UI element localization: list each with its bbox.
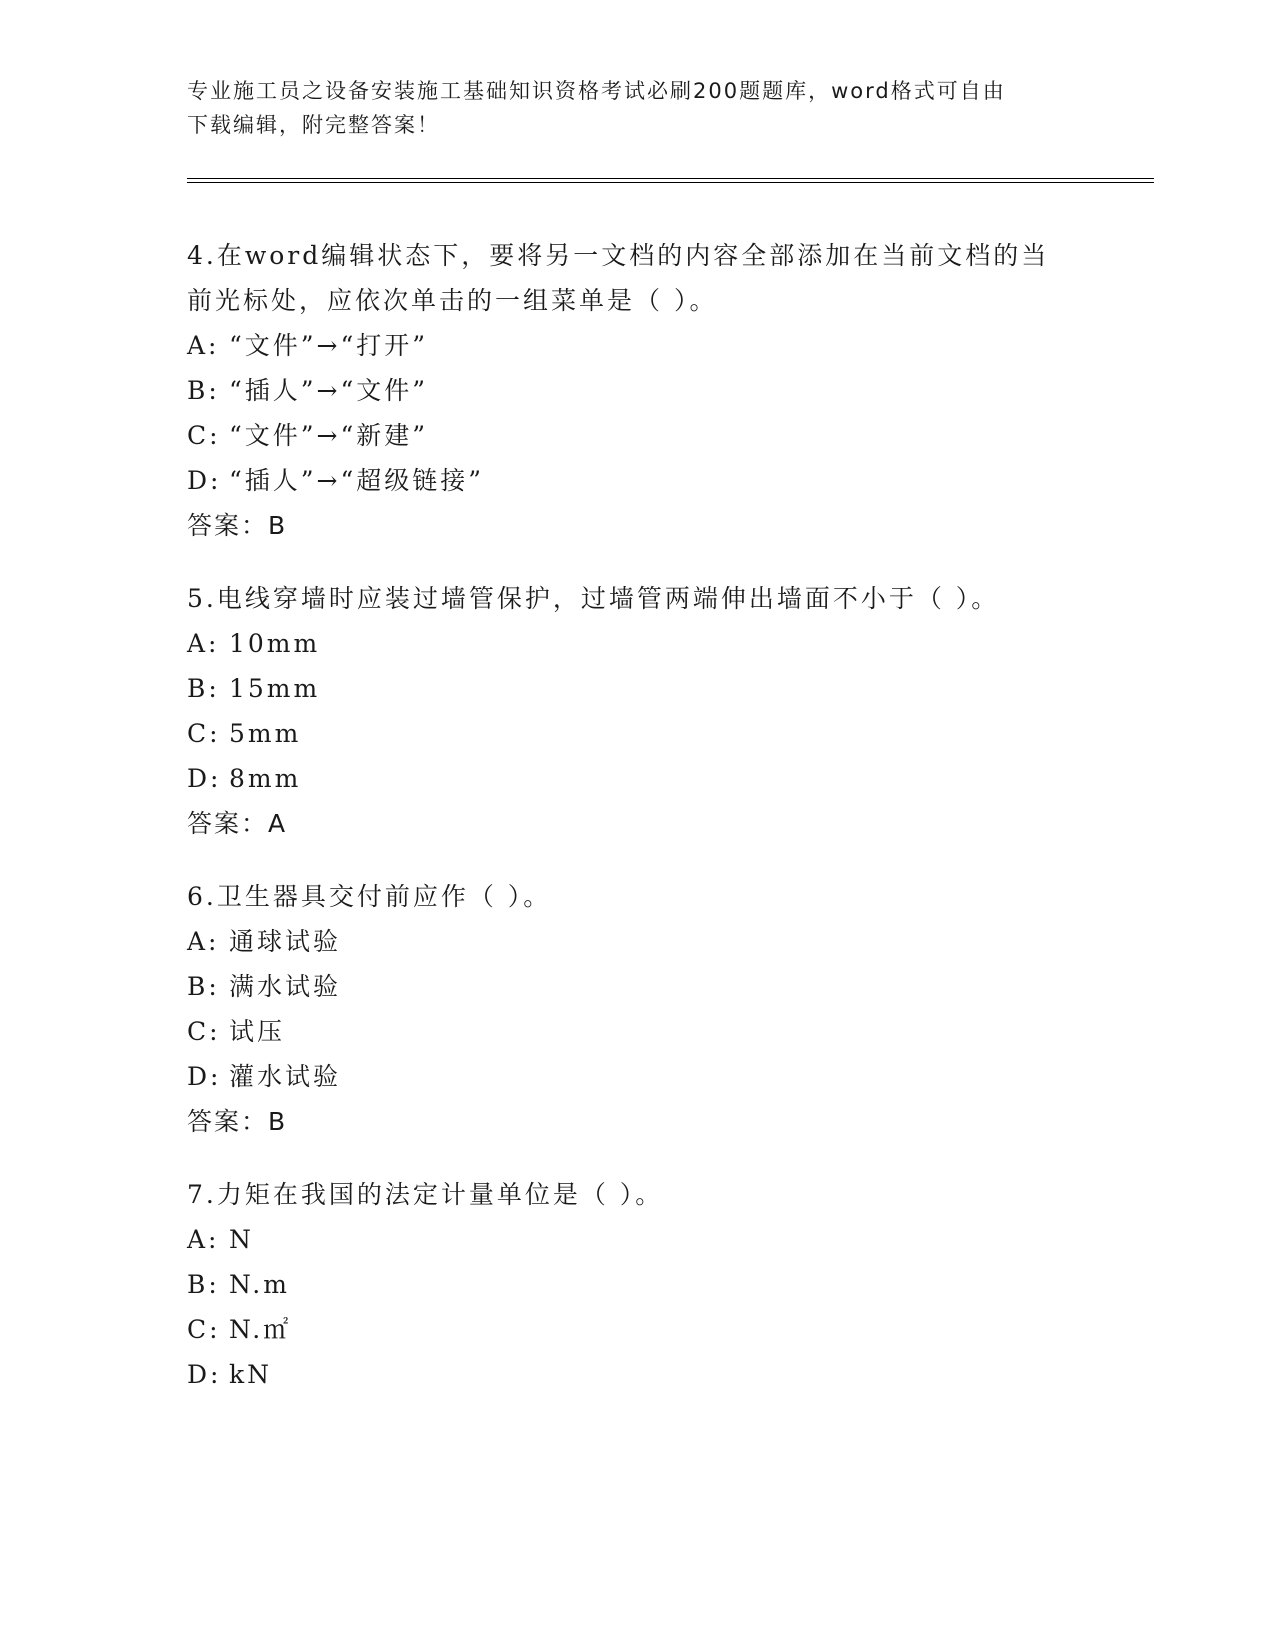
- answer-line: 答案：A: [187, 809, 288, 838]
- option-label: B:: [187, 376, 220, 405]
- question-stem-line: 7.力矩在我国的法定计量单位是（ ）。: [187, 1180, 664, 1209]
- option-label: D:: [187, 1360, 222, 1389]
- option-label: C:: [187, 1315, 221, 1344]
- option-text: N.㎡: [229, 1315, 292, 1344]
- option-text: “文件”→“新建”: [229, 421, 429, 450]
- option-label: A:: [187, 629, 220, 658]
- option-text: 通球试验: [229, 927, 342, 956]
- question-stem-line: 6.卫生器具交付前应作（ ）。: [187, 882, 552, 911]
- option-label: D:: [187, 1062, 222, 1091]
- question-list: [187, 233, 1087, 1425]
- question-4: [187, 233, 1087, 548]
- option-text: “插人”→“文件”: [229, 376, 429, 405]
- question-6: [187, 874, 1087, 1144]
- option-label: C:: [187, 719, 221, 748]
- option-d: [187, 756, 1087, 801]
- option-text: “文件”→“打开”: [229, 331, 429, 360]
- option-c: [187, 711, 1087, 756]
- option-text: kN: [229, 1360, 273, 1389]
- option-text: 5mm: [229, 719, 302, 748]
- option-label: A:: [187, 927, 220, 956]
- question-stem-line: 前光标处，应依次单击的一组菜单是（ ）。: [187, 286, 718, 315]
- option-text: N: [229, 1225, 254, 1254]
- option-label: B:: [187, 972, 220, 1001]
- option-label: C:: [187, 1017, 221, 1046]
- option-c: [187, 413, 1087, 458]
- option-a: [187, 323, 1087, 368]
- option-b: [187, 964, 1087, 1009]
- document-header: [187, 74, 1087, 142]
- option-text: 试压: [229, 1017, 286, 1046]
- option-label: D:: [187, 764, 222, 793]
- option-label: A:: [187, 331, 220, 360]
- header-divider-bottom: [187, 182, 1154, 183]
- option-d: [187, 1054, 1087, 1099]
- header-title-line-1: 专业施工员之设备安装施工基础知识资格考试必刷200题题库，word格式可自由: [187, 79, 1006, 103]
- answer-line: 答案：B: [187, 511, 288, 540]
- option-text: 满水试验: [229, 972, 342, 1001]
- header-divider-top: [187, 178, 1154, 179]
- option-a: [187, 919, 1087, 964]
- question-stem-line: 5.电线穿墙时应装过墙管保护，过墙管两端伸出墙面不小于（ ）。: [187, 584, 1000, 613]
- option-c: [187, 1009, 1087, 1054]
- option-a: [187, 1217, 1087, 1262]
- question-5: [187, 576, 1087, 846]
- option-b: [187, 368, 1087, 413]
- question-7: [187, 1172, 1087, 1397]
- option-text: 15mm: [229, 674, 321, 703]
- option-text: “插人”→“超级链接”: [229, 466, 485, 495]
- option-b: [187, 666, 1087, 711]
- answer-line: 答案：B: [187, 1107, 288, 1136]
- option-label: B:: [187, 674, 220, 703]
- option-c: [187, 1307, 1087, 1352]
- option-label: D:: [187, 466, 222, 495]
- option-a: [187, 621, 1087, 666]
- option-b: [187, 1262, 1087, 1307]
- option-label: C:: [187, 421, 221, 450]
- option-label: A:: [187, 1225, 220, 1254]
- option-text: 8mm: [229, 764, 302, 793]
- option-text: 10mm: [229, 629, 321, 658]
- option-d: [187, 1352, 1087, 1397]
- header-title-line-2: 下载编辑，附完整答案！: [187, 113, 440, 137]
- option-text: 灌水试验: [229, 1062, 342, 1091]
- option-d: [187, 458, 1087, 503]
- option-label: B:: [187, 1270, 220, 1299]
- question-stem-line: 4.在word编辑状态下，要将另一文档的内容全部添加在当前文档的当: [187, 241, 1050, 270]
- option-text: N.m: [229, 1270, 290, 1299]
